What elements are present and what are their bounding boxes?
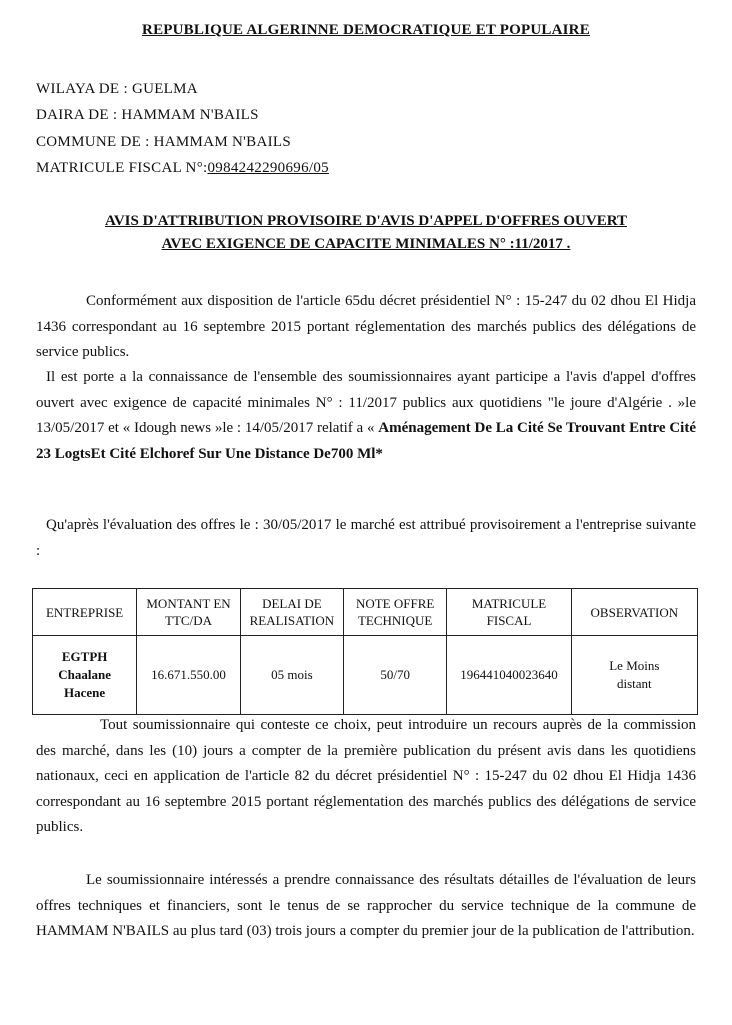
- project-name: Aménagement De La Cité Se Trouvant Entre Cité 23 LogtsEt Cité Elchoref Sur Une Distance De700 Ml*: [36, 420, 696, 462]
- republic-heading: REPUBLIQUE ALGERINNE DEMOCRATIQUE ET POPULAIRE: [142, 22, 590, 38]
- paragraph-consultation: Le soumissionnaire intéressés a prendre connaissance des résultats détailles de l'évaluation de leurs offres techniques et financiers, sont le tenus de se rapprocher du service technique de la commune de HAMMAM N'BAILS au plus tard (03) trois jours a compter du premier jour de la publication de l'attribution.: [36, 872, 696, 939]
- matricule-value: 0984242290696/05: [207, 160, 329, 176]
- results-table: [32, 588, 698, 715]
- table-row: [33, 636, 698, 715]
- header-delai: DELAI DE REALISATION: [240, 589, 343, 636]
- header-montant: MONTANT EN TTC/DA: [137, 589, 241, 636]
- notice-title-line-2: AVEC EXIGENCE DE CAPACITE MINIMALES N° :11/2017 .: [161, 236, 571, 252]
- cell-observation: Le Moins distant: [571, 636, 697, 715]
- paragraph-evaluation: Qu'après l'évaluation des offres le : 30/05/2017 le marché est attribué provisoirement a l'entreprise suivante :: [36, 517, 696, 559]
- cell-montant: 16.671.550.00: [137, 636, 241, 715]
- cell-note: 50/70: [343, 636, 447, 715]
- commune-line: COMMUNE DE : HAMMAM N'BAILS: [36, 134, 291, 150]
- daira-line: DAIRA DE : HAMMAM N'BAILS: [36, 107, 259, 123]
- cell-matricule: 196441040023640: [447, 636, 571, 715]
- announcement-text: Il est porte a la connaissance de l'ensemble des soumissionnaires ayant participe a l'avis d'appel d'offres ouvert avec exigence de capacité minimales N° : 11/2017 publics aux quotidiens "le joure d'Algérie . »le 13/05/2017 et « Idough news »le : 14/05/2017 relatif a «: [36, 369, 696, 436]
- matricule-label: MATRICULE FISCAL N°:: [36, 160, 208, 176]
- paragraph-announcement: [36, 365, 696, 467]
- cell-entreprise: EGTPH Chaalane Hacene: [33, 636, 137, 715]
- matricule-line: [36, 160, 329, 177]
- paragraph-appeal: Tout soumissionnaire qui conteste ce choix, peut introduire un recours auprès de la commission des marché, dans les (10) jours a compter de la première publication du présent avis dans les quotidiens nationaux, ceci en application de l'article 82 du décret présidentiel N° : 15-247 du 02 dhou El Hidja 1436 correspondant au 16 septembre 2015 portant réglementation des marchés publics des délégations de service publics.: [36, 717, 696, 835]
- cell-delai: 05 mois: [240, 636, 343, 715]
- table-header-row: [33, 589, 698, 636]
- wilaya-line: WILAYA DE : GUELMA: [36, 81, 198, 97]
- header-note: NOTE OFFRE TECHNIQUE: [343, 589, 447, 636]
- header-observation: OBSERVATION: [571, 589, 697, 636]
- header-matricule: MATRICULE FISCAL: [447, 589, 571, 636]
- notice-title-line-1: AVIS D'ATTRIBUTION PROVISOIRE D'AVIS D'APPEL D'OFFRES OUVERT: [104, 213, 628, 229]
- paragraph-regulation: Conformément aux disposition de l'article 65du décret présidentiel N° : 15-247 du 02 dhou El Hidja 1436 correspondant au 16 septembre 2015 portant réglementation des marchés publics des délégations de service publics.: [36, 293, 696, 360]
- header-entreprise: ENTREPRISE: [33, 589, 137, 636]
